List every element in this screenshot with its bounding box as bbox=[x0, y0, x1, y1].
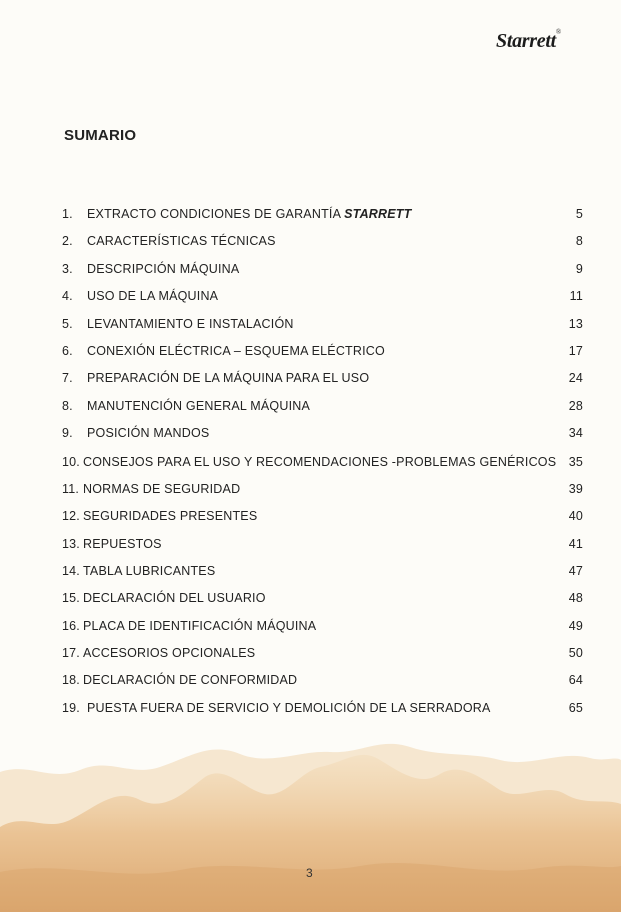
toc-page: 17 bbox=[568, 344, 583, 358]
toc-label: DECLARACIÓN DEL USUARIO bbox=[83, 591, 266, 605]
toc-number: 10. bbox=[62, 455, 80, 469]
toc-row bbox=[0, 534, 621, 554]
toc-label: TABLA LUBRICANTES bbox=[83, 564, 216, 578]
toc-label: POSICIÓN MANDOS bbox=[87, 426, 210, 440]
toc-label: ACCESORIOS OPCIONALES bbox=[83, 646, 256, 660]
toc-number: 16. bbox=[62, 619, 80, 633]
toc-page: 50 bbox=[568, 646, 583, 660]
toc-row bbox=[0, 643, 621, 663]
toc-row bbox=[0, 506, 621, 526]
toc-number: 4. bbox=[62, 289, 73, 303]
paper-stain-decoration bbox=[0, 732, 621, 912]
toc-page: 28 bbox=[568, 399, 583, 413]
toc-number: 5. bbox=[62, 317, 73, 331]
toc-page: 49 bbox=[568, 619, 583, 633]
toc-row bbox=[0, 314, 621, 334]
toc-number: 13. bbox=[62, 537, 80, 551]
toc-number: 11. bbox=[62, 482, 80, 496]
toc-page: 65 bbox=[568, 701, 583, 715]
toc-row bbox=[0, 588, 621, 608]
toc-page: 24 bbox=[568, 371, 583, 385]
toc-page: 47 bbox=[568, 564, 583, 578]
toc-label: MANUTENCIÓN GENERAL MÁQUINA bbox=[87, 399, 311, 413]
page-title: SUMARIO bbox=[64, 127, 137, 144]
toc-number: 14. bbox=[62, 564, 80, 578]
toc-row bbox=[0, 670, 621, 690]
toc-number: 15. bbox=[62, 591, 80, 605]
toc-label: SEGURIDADES PRESENTES bbox=[83, 509, 258, 523]
toc-label: CONEXIÓN ELÉCTRICA – ESQUEMA ELÉCTRICO bbox=[87, 344, 385, 358]
toc-row bbox=[0, 259, 621, 279]
toc-number: 17. bbox=[62, 646, 80, 660]
toc-row bbox=[0, 616, 621, 636]
toc-row bbox=[0, 341, 621, 361]
toc-label: CONSEJOS PARA EL USO Y RECOMENDACIONES -PROBLEMAS GENÉRICOS bbox=[83, 455, 557, 469]
toc-label-emphasis: STARRETT bbox=[344, 207, 412, 221]
toc-row bbox=[0, 231, 621, 251]
toc-number: 12. bbox=[62, 509, 80, 523]
toc-number: 6. bbox=[62, 344, 73, 358]
starrett-logo bbox=[496, 30, 561, 53]
toc-page: 64 bbox=[568, 673, 583, 687]
toc-label: DECLARACIÓN DE CONFORMIDAD bbox=[83, 673, 298, 687]
toc-label: DESCRIPCIÓN MÁQUINA bbox=[87, 262, 240, 276]
toc-label bbox=[87, 204, 411, 224]
page-number: 3 bbox=[306, 866, 313, 880]
toc-page: 48 bbox=[568, 591, 583, 605]
toc-label: PLACA DE IDENTIFICACIÓN MÁQUINA bbox=[83, 619, 317, 633]
toc-number: 3. bbox=[62, 262, 73, 276]
toc-row bbox=[0, 204, 621, 224]
toc-number: 9. bbox=[62, 426, 73, 440]
toc-number: 19. bbox=[62, 701, 80, 715]
toc-label: NORMAS DE SEGURIDAD bbox=[83, 482, 241, 496]
toc-page: 40 bbox=[568, 509, 583, 523]
toc-number: 7. bbox=[62, 371, 73, 385]
toc-page: 39 bbox=[568, 482, 583, 496]
toc-page: 13 bbox=[568, 317, 583, 331]
toc-label-text: EXTRACTO CONDICIONES DE GARANTÍA bbox=[87, 207, 341, 221]
toc-number: 8. bbox=[62, 399, 73, 413]
toc-page: 9 bbox=[575, 262, 583, 276]
logo-text: Starrett bbox=[496, 30, 556, 52]
toc-page: 41 bbox=[568, 537, 583, 551]
toc-row bbox=[0, 479, 621, 499]
toc-page: 8 bbox=[575, 234, 583, 248]
toc-row bbox=[0, 368, 621, 388]
toc-page: 35 bbox=[568, 455, 583, 469]
toc-label: PREPARACIÓN DE LA MÁQUINA PARA EL USO bbox=[87, 371, 370, 385]
registered-mark: ® bbox=[555, 28, 561, 36]
toc-row bbox=[0, 396, 621, 416]
toc-label: PUESTA FUERA DE SERVICIO Y DEMOLICIÓN DE LA SERRADORA bbox=[87, 701, 491, 715]
toc-label: LEVANTAMIENTO E INSTALACIÓN bbox=[87, 317, 294, 331]
toc-label: CARACTERÍSTICAS TÉCNICAS bbox=[87, 234, 276, 248]
toc-number: 1. bbox=[62, 207, 73, 221]
toc-number: 2. bbox=[62, 234, 73, 248]
toc-row bbox=[0, 698, 621, 718]
toc-page: 34 bbox=[568, 426, 583, 440]
toc-row bbox=[0, 423, 621, 443]
toc-row bbox=[0, 286, 621, 306]
toc-row bbox=[0, 561, 621, 581]
toc-label: REPUESTOS bbox=[83, 537, 162, 551]
toc-row bbox=[0, 452, 621, 472]
toc-page: 5 bbox=[575, 207, 583, 221]
toc-number: 18. bbox=[62, 673, 80, 687]
toc-page: 11 bbox=[569, 289, 583, 303]
toc-label: USO DE LA MÁQUINA bbox=[87, 289, 219, 303]
